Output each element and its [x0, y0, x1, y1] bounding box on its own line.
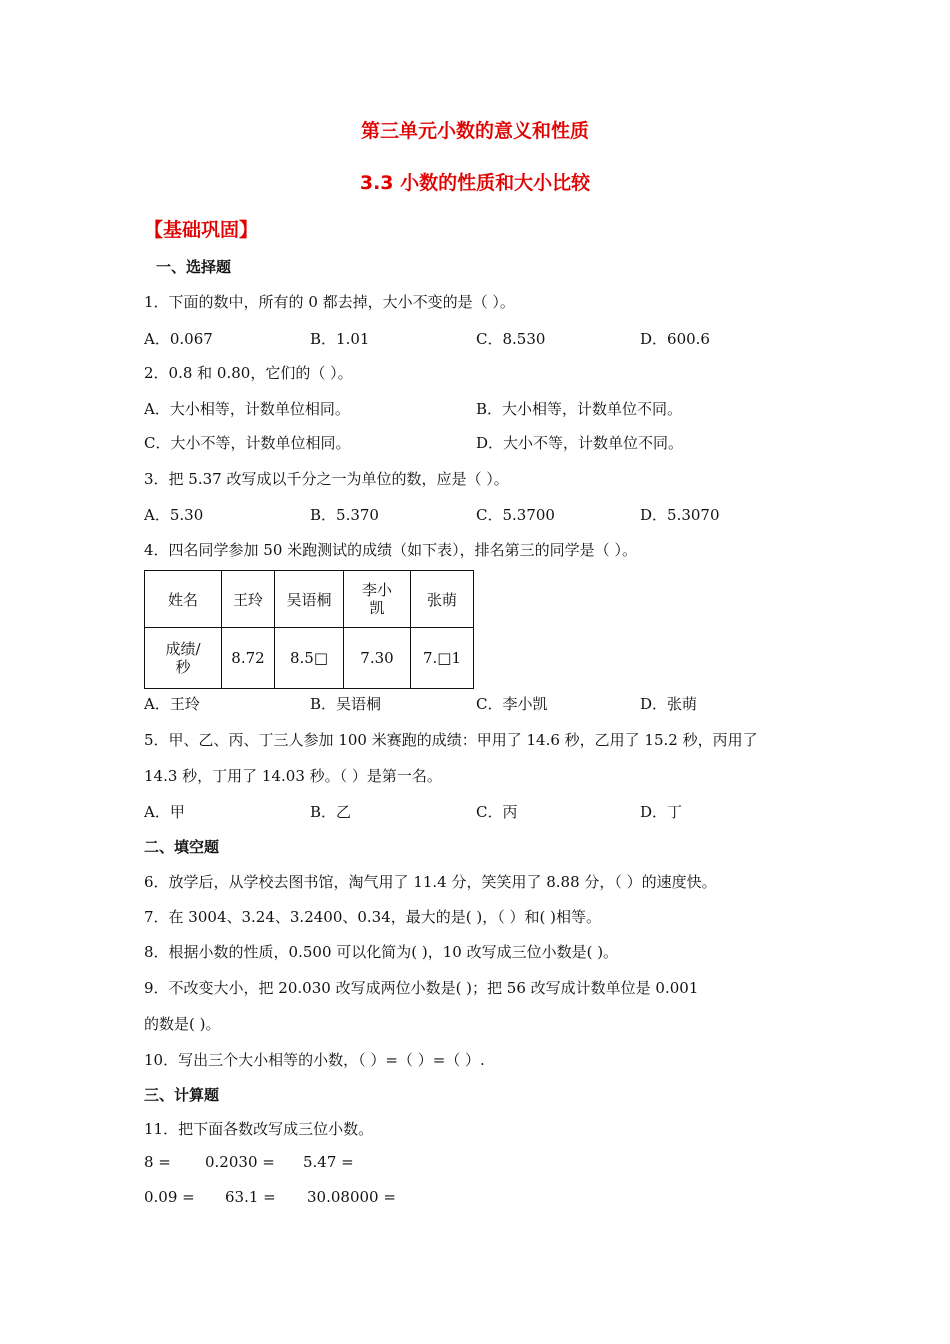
calc-item: 30.08000 =: [307, 1188, 396, 1206]
question-6: 6．放学后，从学校去图书馆，淘气用了 11.4 分，笑笑用了 8.88 分，（ ）的速度快。: [144, 873, 717, 891]
question-9-line-2: 的数是( )。: [144, 1015, 221, 1033]
q4-option-d: D．张萌: [640, 695, 698, 713]
calc-item: 63.1 =: [225, 1188, 276, 1206]
calc-item: 0.09 =: [144, 1188, 195, 1206]
table-row-label-text: 成绩/秒: [165, 640, 201, 676]
q1-option-a: A．0.067: [144, 330, 213, 348]
table-row: [145, 571, 474, 628]
table-header-text: 李小凯: [361, 581, 392, 617]
table-cell: 8.5□: [275, 628, 344, 689]
q5-option-b: B．乙: [310, 803, 352, 821]
q5-option-a: A．甲: [144, 803, 185, 821]
table-row: [145, 628, 474, 689]
question-3: 3．把 5.37 改写成以千分之一为单位的数，应是（ ）。: [144, 470, 509, 488]
score-table: [144, 570, 474, 689]
section-heading-choice: 一、选择题: [156, 258, 232, 276]
q3-option-c: C．5.3700: [476, 506, 555, 524]
calc-item: 5.47 =: [303, 1153, 354, 1171]
document-title: 第三单元小数的意义和性质: [360, 120, 589, 142]
q4-option-c: C．李小凯: [476, 695, 548, 713]
question-2: 2．0.8 和 0.80，它们的（ ）。: [144, 364, 353, 382]
q1-option-d: D．600.6: [640, 330, 710, 348]
question-11: 11．把下面各数改写成三位小数。: [144, 1120, 374, 1138]
calc-item: 8 =: [144, 1153, 171, 1171]
question-5-line-1: 5．甲、乙、丙、丁三人参加 100 米赛跑的成绩：甲用了 14.6 秒，乙用了 15.2 秒，丙用了: [144, 731, 758, 749]
table-cell: 7.□1: [411, 628, 474, 689]
q1-option-c: C．8.530: [476, 330, 546, 348]
q2-option-a: A．大小相等，计数单位相同。: [144, 400, 350, 418]
table-header-cell: 姓名: [145, 571, 222, 628]
q3-option-b: B．5.370: [310, 506, 379, 524]
question-7: 7．在 3004、3.24、3.2400、0.34，最大的是( )，（ ）和( )相等。: [144, 908, 601, 926]
table-cell: 8.72: [222, 628, 275, 689]
table-header-cell: 张萌: [411, 571, 474, 628]
table-header-cell: 王玲: [222, 571, 275, 628]
question-8: 8．根据小数的性质，0.500 可以化简为( )，10 改写成三位小数是( )。: [144, 943, 619, 961]
q5-option-d: D．丁: [640, 803, 683, 821]
q2-option-c: C．大小不等，计数单位相同。: [144, 434, 351, 452]
section-heading-calc: 三、计算题: [144, 1086, 220, 1104]
table-cell: 7.30: [344, 628, 411, 689]
question-4: 4．四名同学参加 50 米跑测试的成绩（如下表），排名第三的同学是（ ）。: [144, 541, 637, 559]
calc-item: 0.2030 =: [205, 1153, 275, 1171]
table-header-cell: 吴语桐: [275, 571, 344, 628]
question-5-line-2: 14.3 秒，丁用了 14.03 秒。（ ）是第一名。: [144, 767, 442, 785]
question-10: 10．写出三个大小相等的小数，（ ）=（ ）=（ ）.: [144, 1051, 485, 1069]
question-9-line-1: 9．不改变大小，把 20.030 改写成两位小数是( )；把 56 改写成计数单位是 0.001: [144, 979, 699, 997]
q4-option-a: A．王玲: [144, 695, 200, 713]
band-label: 【基础巩固】: [144, 219, 259, 241]
q2-option-b: B．大小相等，计数单位不同。: [476, 400, 683, 418]
table-header-cell: [344, 571, 411, 628]
q3-option-a: A．5.30: [144, 506, 204, 524]
section-heading-fill: 二、填空题: [144, 838, 220, 856]
table-row-label: [145, 628, 222, 689]
q1-option-b: B．1.01: [310, 330, 370, 348]
q2-option-d: D．大小不等，计数单位不同。: [476, 434, 684, 452]
q5-option-c: C．丙: [476, 803, 518, 821]
q3-option-d: D．5.3070: [640, 506, 720, 524]
q4-option-b: B．吴语桐: [310, 695, 382, 713]
document-subtitle: 3.3 小数的性质和大小比较: [359, 172, 591, 194]
question-1: 1．下面的数中，所有的 0 都去掉，大小不变的是（ ）。: [144, 293, 515, 311]
